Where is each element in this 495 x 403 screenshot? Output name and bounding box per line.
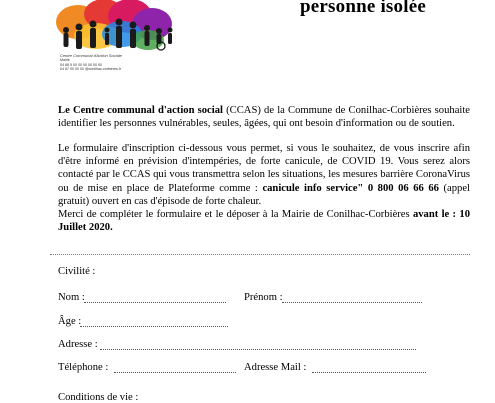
page-title: personne isolée — [300, 0, 426, 17]
logo-caption-line: 04 67 00 00 00 @conilhac-corbieres.fr — [60, 66, 121, 71]
intro-paragraph-2 — [58, 142, 470, 208]
adresse-mail-field[interactable] — [312, 372, 426, 373]
ccas-name: Le Centre communal d'action social — [58, 105, 223, 116]
intro-paragraph-3 — [58, 208, 470, 234]
adresse-mail-label: Adresse Mail : — [244, 362, 307, 373]
deadline: avant le : 10 Juillet 2020. — [58, 209, 470, 234]
telephone-label: Téléphone : — [58, 362, 109, 373]
intro-text: (appel gratuit) ouvert en cas d'épisode de forte chaleur. — [58, 182, 470, 207]
adresse-label: Adresse : — [58, 339, 98, 350]
telephone-field[interactable] — [114, 372, 236, 373]
prenom-label: Prénom : — [244, 292, 283, 303]
conditions-de-vie-label: Conditions de vie : — [58, 392, 139, 403]
intro-text: Le formulaire d'inscription ci-dessous vous permet, si vous le souhaitez, de vous inscrire afin d'être informé en prévision d'intempéries, de forte canicule, de COVID 19. Vous serez alors contacté par le CCAS qui vous transmettra selon les situations, les mesures barrière CoronaVirus ou de mise en place de Plateforme comme : — [58, 143, 470, 194]
nom-label: Nom : — [58, 292, 85, 303]
canicule-hotline: canicule info service" 0 800 06 66 66 — [262, 182, 439, 194]
form-divider — [50, 254, 470, 255]
ccas-logo — [52, 0, 184, 86]
nom-field[interactable] — [84, 302, 226, 303]
intro-text: (CCAS) de la Commune de Conilhac-Corbières souhaite identifier les personnes vulnérables, seules, âgées, qui ont besoin d'information ou de soutien. — [58, 105, 470, 130]
logo-caption-line: 04 68 5 00 00 00 00 00 00 — [60, 62, 102, 67]
intro-text: Merci de compléter le formulaire et le déposer à la Mairie de Conilhac-Corbières — [58, 209, 413, 220]
adresse-field[interactable] — [100, 349, 416, 350]
intro-paragraph-1 — [58, 104, 470, 130]
logo-caption-line: Mairie — [60, 58, 70, 63]
logo-caption — [60, 54, 170, 71]
prenom-field[interactable] — [282, 302, 422, 303]
logo-caption-title: Centre Communal d'Action Sociale — [60, 53, 122, 58]
age-label: Âge : — [58, 316, 82, 327]
civilite-label: Civilité : — [58, 266, 96, 277]
age-field[interactable] — [80, 326, 228, 327]
